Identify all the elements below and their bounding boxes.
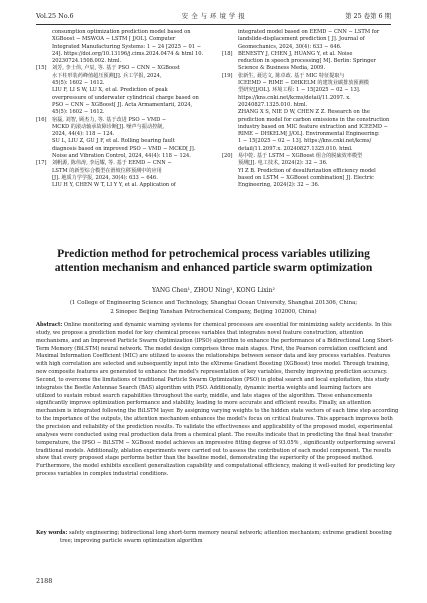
references-right-column <box>222 29 394 190</box>
reference-number: [20] <box>222 153 233 160</box>
reference-line: MCKD 的滚动轴承故障诊断[J]. 噪声与振动控制, <box>52 123 165 130</box>
header-rule <box>36 24 391 25</box>
reference-line: ICEEMD − RIME − DHKELM 的建筑业碳排放预测模 <box>238 80 369 87</box>
reference-line: 型研究[J/OL]. 环境工程: 1 − 15[2025 − 02 − 13]. <box>238 87 361 94</box>
reference-line: 24]. https://doi.org/10.13196/j.cims.2024.0474 & html 10. <box>52 50 204 57</box>
reference-line: 张新生, 聂达文, 陈卓政. 基于 MIC 特征提取与 <box>238 72 345 79</box>
reference-entry <box>36 29 208 65</box>
reference-line: [J]. 地质力学学报, 2024, 30(4): 633 − 646. <box>52 174 158 181</box>
reference-number: [18] <box>222 50 233 57</box>
abstract-line: study, we propose a prediction model for key chemical process variables that integrates novel feature construction, attention <box>36 329 364 336</box>
reference-line: consumption optimization prediction model based on <box>52 29 191 35</box>
affiliation-line: 2 Sinopec Beijing Yanshan Petrochemical Company, Beijing 102000, China) <box>110 308 317 315</box>
abstract-line: temperature, the IPSO − BiLSTM − XGBoost model achieves an impressive fitting degree of 93.05% , significantly outperforming several <box>36 439 396 446</box>
reference-line: 水下柱形装药峰值超压预测[J]. 兵工学报, 2024, <box>52 72 162 79</box>
reference-line: based on LSTM − XGBoost combination[ J]. Electric <box>238 174 374 181</box>
abstract-line: with high correlation are selected and subsequently input into the eXtreme Gradient Boosting (XGBoost) tree model. Through training, <box>36 361 390 368</box>
reference-line: overpressure of underwater cylindrical charge based on <box>52 94 199 101</box>
abstract-line: significantly improve optimization performance and stability, leading to more accurate and efficient results. Finally, an attention <box>36 400 371 407</box>
abstract-line: mechanism is integrated following the BiLSTM layer. By assigning varying weights to the hidden state vectors of each time step according <box>36 408 399 415</box>
reference-entry <box>36 160 208 182</box>
reference-entry <box>222 73 394 109</box>
reference-line: BENESTY J, CHEN J, HUANG Y, et al. Noise <box>238 50 353 57</box>
reference-line: 2024, 44(4): 118 − 124. <box>52 131 115 138</box>
reference-line: Noise and Vibration Control, 2024, 44(4): 118 − 124. <box>52 153 191 160</box>
abstract-first-text: Online monitoring and dynamic warning systems for chemical processes are essential for minimizing safety accidents. In this <box>62 322 392 328</box>
page-number: 2188 <box>36 577 53 585</box>
reference-line: PSO − CNN − XGBoost[ J]. Acta Armamentarii, 2024, <box>52 101 193 108</box>
reference-line: 20230724.1508.002. html. <box>52 58 122 65</box>
abstract-line: integrates the Beetle Antennae Search (BAS) algorithm with PSO. Additionally, dynamic inertia weights and learning factors are <box>36 384 372 391</box>
reference-line: Engineering, 2024(2): 32 − 36. <box>238 182 320 189</box>
paper-title <box>20 247 407 275</box>
abstract-line: Second, to overcome the limitations of traditional Particle Swarm Optimization (PSO) in global search and local exploitation, this study <box>36 376 390 383</box>
abstract-line: Term Memory (BiLSTM) neural network. The model design comprises three main stages. First, the Pearson correlation coefficient and <box>36 345 388 352</box>
reference-entry <box>36 182 208 189</box>
reference-line: diagnosis based on improved PSO − VMD − MCKD[ J]. <box>52 145 196 152</box>
affiliation-line: (1 College of Engineering Science and Technology, Shanghai Ocean University, Shanghai 201306, China; <box>69 300 358 306</box>
keywords-first-text: safety engineering; bidirectional long short-term memory neural network; attention mechanism; extreme gradient boosting <box>67 530 392 536</box>
keywords-second-line: tree; improving particle swarm optimization algorithm <box>60 537 203 544</box>
affiliations <box>0 299 427 316</box>
reference-line: LIU F, LI S W, LU X, et al. Prediction of peak <box>52 87 168 94</box>
reference-number: [19] <box>222 72 233 79</box>
reference-line: reduction in speech processing[ M]. Berlin: Springer <box>238 58 376 65</box>
abstract-line: analyses were conducted using real production data from a chemical plant. The results indicate that in predicting the final heat transfer <box>36 431 393 438</box>
reference-line: landslide-displacement prediction [ J]. Journal of <box>238 36 365 43</box>
author-list: YANG Chen¹, ZHOU Ning¹, KONG Lixin² <box>152 287 275 294</box>
reference-line: LIU H Y, CHEN W T, LI Y Y, et al. Application of <box>52 182 176 189</box>
reference-line: industry based on MIC feature extraction and ICEEMD − <box>238 123 388 130</box>
reference-line: 45(5): 1602 − 1612. <box>52 80 105 87</box>
reference-entry <box>222 29 394 51</box>
reference-entry <box>36 117 208 139</box>
reference-line: ZHANG X S, NIE D W, CHEN Z Z. Research on the <box>238 109 370 116</box>
abstract-line: Maximal Information Coefficient (MIC) are utilized to assess the relationships between sensor data and key process variables. Features <box>36 353 391 360</box>
reference-line: 刘帆源, 陈伟涛, 李远耀, 等. 基于 EEMD − CNN − <box>52 160 172 167</box>
reference-line: 20240827.1325.010. html. <box>238 101 308 108</box>
reference-line: 易中乾. 基于 LSTM − XGBoost 组合的脱硫效率模型 <box>238 153 363 160</box>
reference-line: RIME − DHKELM[ J/OL]. Environmental Engineering: <box>238 131 380 138</box>
header-issue: 第 25 卷第 6 期 <box>345 12 391 20</box>
reference-line: prediction model for carbon emissions in the construction <box>238 116 390 123</box>
abstract-line: utilized to sustain robust search capabilities throughout the early, middle, and late stages of the algorithm. These enhancements <box>36 392 373 399</box>
title-line: attention mechanism and enhanced particle swarm optimization <box>54 261 373 274</box>
reference-line: 45(5): 1602 − 1612. <box>52 109 105 116</box>
abstract-line: to the importance of the outputs, the attention mechanism enhances the model's focus on critical features. This approach improves both <box>36 416 393 423</box>
reference-line: 宿磊, 刘智, 顾杰力, 等. 基于改进 PSO − VMD − <box>52 116 167 123</box>
reference-number: [15] <box>36 65 47 72</box>
reference-entry <box>36 65 208 87</box>
reference-line: Geomechanics, 2024, 30(4): 633 − 646. <box>238 43 342 50</box>
reference-entry <box>36 87 208 116</box>
abstract-label: Abstract: <box>36 322 63 328</box>
reference-entry <box>222 153 394 168</box>
reference-entry <box>222 168 394 190</box>
title-line: Prediction method for petrochemical process variables utilizing <box>57 247 370 260</box>
reference-entry <box>36 138 208 160</box>
abstract-first-line <box>36 322 393 330</box>
abstract-line: new composite features are generated to enhance the model's representation of key variables, thereby improving prediction accuracy. <box>36 369 388 376</box>
reference-line: Science & Business Media, 2009. <box>238 65 326 72</box>
reference-line: Integrated Manufacturing Systems: 1 − 24 [2025 − 01 − <box>52 43 202 50</box>
reference-line: integrated model based on EEMD − CNN − LSTM for <box>238 29 380 35</box>
keywords <box>36 530 393 546</box>
reference-entry <box>222 109 394 153</box>
abstract-line: traditional models. Additionally, ablation experiments were carried out to assess the contribution of each model component. The results <box>36 447 392 454</box>
abstract-line: Furthermore, the model exhibits excellent generalization capability and computational efficiency, making it well-suited for predicting key <box>36 463 396 470</box>
keywords-label: Key words: <box>36 530 68 536</box>
reference-line: YI Z B. Prediction of desulfurization efficiency model <box>238 167 376 174</box>
reference-number: [17] <box>36 160 47 167</box>
abstract-line: process variables in complex industrial conditions. <box>36 471 169 478</box>
reference-line: LSTM 的新型综合模型在滑坡位移预测中的应用 <box>52 167 162 174</box>
abstract-line: the precision and reliability of the prediction results. To validate the effectiveness and applicability of the proposed model, experimental <box>36 423 393 430</box>
header-journal-title: 安 全 与 环 境 学 报 <box>181 12 246 20</box>
abstract-line: show that every proposed stage performs better than the baseline model, demonstrating the superiority of the proposed method. <box>36 455 374 462</box>
abstract <box>36 322 399 479</box>
reference-line: 预测[J]. 电工技术, 2024(2): 32 − 36. <box>238 160 328 167</box>
keywords-first-line <box>36 530 393 538</box>
reference-number: [16] <box>36 116 47 123</box>
reference-line: detail/11.2097.x. 20240827.1325.010. html. <box>238 145 353 152</box>
reference-line: XGBoost − MSWOA − LSTM [ J/OL]. Computer <box>52 36 176 43</box>
reference-line: SU L, LIU Z, GU J F, et al. Rolling bearing fault <box>52 138 175 145</box>
reference-line: https://kns.cnki.net/kcms/detail/11.2097. x. <box>238 94 351 101</box>
reference-line: 1 − 15[2025 − 02 − 13]. https://kns.cnki.net/kcms/ <box>238 138 372 145</box>
reference-entry <box>222 51 394 73</box>
references-left-column <box>36 29 208 190</box>
header-volume: Vol.25 No.6 <box>36 12 74 20</box>
reference-line: 刘芳, 李士伟, 卢辰, 等. 基于 PSO − CNN − XGBoost <box>52 65 180 72</box>
abstract-line: mechanisms, and an Improved Particle Swarm Optimization (IPSO) algorithm to enhance the performance of a Bidirectional Long Short- <box>36 337 394 344</box>
running-header <box>36 10 391 22</box>
